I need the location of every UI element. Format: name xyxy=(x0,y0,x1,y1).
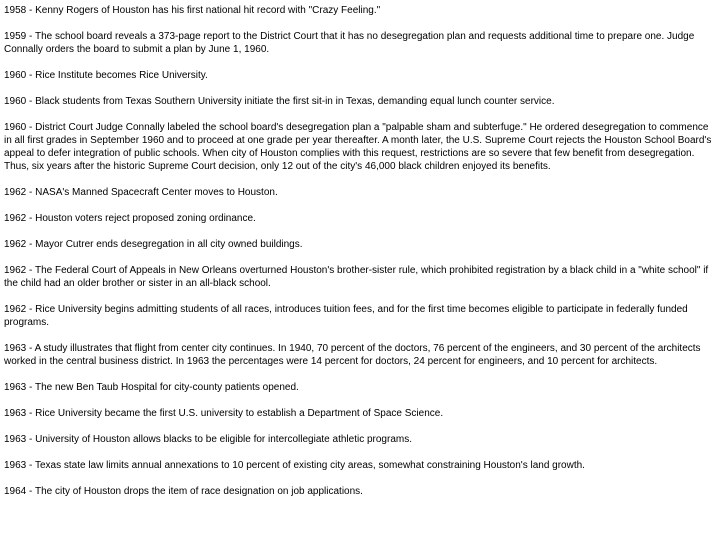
timeline-entry: 1960 - District Court Judge Connally labeled the school board's desegregation plan a "palpable sham and subterfuge." He ordered desegregation to commence in all first grades in September 1960 and to proceed at one grade per year thereafter. A month later, the U.S. Supreme Court rejects the Houston School Board's appeal to defer integration of public schools. When city of Houston complies with this request, restrictions are so severe that few benefit from desegregation. Thus, six years after the historic Supreme Court decision, only 12 out of the city's 46,000 black children enjoyed its benefits. xyxy=(4,122,712,172)
entry-text: Black students from Texas Southern University initiate the first sit-in in Texas, demanding equal lunch counter service. xyxy=(35,96,555,107)
entry-year: 1962 xyxy=(4,304,27,315)
entry-year: 1963 xyxy=(4,434,27,445)
timeline-entry: 1963 - Texas state law limits annual annexations to 10 percent of existing city areas, somewhat constraining Houston's land growth. xyxy=(4,460,585,471)
entry-year: 1958 xyxy=(4,5,27,16)
timeline-entry: 1958 - Kenny Rogers of Houston has his first national hit record with "Crazy Feeling." xyxy=(4,5,381,16)
timeline-entry: 1962 - Rice University begins admitting students of all races, introduces tuition fees, and for the first time becomes eligible to participate in federally funded programs. xyxy=(4,304,688,328)
entry-text: Texas state law limits annual annexations to 10 percent of existing city areas, somewhat constraining Houston's land growth. xyxy=(34,460,585,471)
timeline-entry: 1963 - A study illustrates that flight from center city continues. In 1940, 70 percent of the doctors, 76 percent of the engineers, and 30 percent of the architects worked in the central business district. In 1963 the percentages were 14 percent for doctors, 24 percent for engineers, and 10 percent for architects. xyxy=(4,343,701,367)
entry-text: University of Houston allows blacks to be eligible for intercollegiate athletic programs. xyxy=(35,434,412,445)
entry-year: 1963 xyxy=(4,460,27,471)
timeline-entry: 1962 - NASA's Manned Spacecraft Center moves to Houston. xyxy=(4,187,278,198)
entry-year: 1960 xyxy=(4,122,27,133)
entry-year: 1963 xyxy=(4,408,27,419)
entry-year: 1963 xyxy=(4,343,27,354)
timeline xyxy=(4,4,716,511)
timeline-entry: 1962 - Mayor Cutrer ends desegregation in all city owned buildings. xyxy=(4,239,303,250)
entry-text: Rice Institute becomes Rice University. xyxy=(35,70,208,81)
entry-text: The city of Houston drops the item of race designation on job applications. xyxy=(34,486,363,497)
timeline-entry: 1962 - Houston voters reject proposed zoning ordinance. xyxy=(4,213,256,224)
entry-year: 1959 xyxy=(4,31,27,42)
timeline-entry: 1963 - University of Houston allows blacks to be eligible for intercollegiate athletic programs. xyxy=(4,434,412,445)
entry-text: Kenny Rogers of Houston has his first national hit record with "Crazy Feeling." xyxy=(35,5,381,16)
entry-text: Rice University became the first U.S. university to establish a Department of Space Science. xyxy=(35,408,444,419)
timeline-entry: 1962 - The Federal Court of Appeals in New Orleans overturned Houston's brother-sister rule, which prohibited registration by a black child in a "white school" if the child had an older brother or sister in an all-black school. xyxy=(4,265,709,289)
entry-text: The school board reveals a 373-page report to the District Court that it has no desegregation plan and requests additional time to prepare one. Judge Connally orders the board to submit a plan by June 1, 1960. xyxy=(4,31,695,55)
entry-year: 1962 xyxy=(4,213,27,224)
entry-year: 1962 xyxy=(4,187,27,198)
entry-year: 1963 xyxy=(4,382,27,393)
timeline-entry: 1964 - The city of Houston drops the item of race designation on job applications. xyxy=(4,486,363,497)
entry-text: Mayor Cutrer ends desegregation in all city owned buildings. xyxy=(35,239,303,250)
entry-text: The new Ben Taub Hospital for city-county patients opened. xyxy=(34,382,299,393)
timeline-entry: 1959 - The school board reveals a 373-page report to the District Court that it has no desegregation plan and requests additional time to prepare one. Judge Connally orders the board to submit a plan by June 1, 1960. xyxy=(4,31,695,55)
timeline-entry: 1960 - Rice Institute becomes Rice University. xyxy=(4,70,208,81)
entry-year: 1962 xyxy=(4,239,27,250)
entry-text: A study illustrates that flight from center city continues. In 1940, 70 percent of the doctors, 76 percent of the engineers, and 30 percent of the architects worked in the central business district. In 1963 the percentages were 14 percent for doctors, 24 percent for engineers, and 10 percent for architects. xyxy=(4,343,701,367)
entry-text: The Federal Court of Appeals in New Orleans overturned Houston's brother-sister rule, which prohibited registration by a black child in a "white school" if the child had an older brother or sister in an all-black school. xyxy=(4,265,709,289)
entry-year: 1962 xyxy=(4,265,27,276)
entry-text: Houston voters reject proposed zoning ordinance. xyxy=(35,213,256,224)
entry-year: 1960 xyxy=(4,96,27,107)
entry-text: NASA's Manned Spacecraft Center moves to Houston. xyxy=(35,187,278,198)
timeline-entry: 1960 - Black students from Texas Southern University initiate the first sit-in in Texas, demanding equal lunch counter service. xyxy=(4,96,555,107)
entry-text: Rice University begins admitting students of all races, introduces tuition fees, and for the first time becomes eligible to participate in federally funded programs. xyxy=(4,304,688,328)
entry-year: 1964 xyxy=(4,486,27,497)
timeline-entry: 1963 - Rice University became the first U.S. university to establish a Department of Space Science. xyxy=(4,408,444,419)
entry-text: District Court Judge Connally labeled the school board's desegregation plan a "palpable sham and subterfuge." He ordered desegregation to commence in all first grades in September 1960 and to proceed at one grade per year thereafter. A month later, the U.S. Supreme Court rejects the Houston School Board's appeal to defer integration of public schools. When city of Houston complies with this request, restrictions are so severe that few benefit from desegregation. Thus, six years after the historic Supreme Court decision, only 12 out of the city's 46,000 black children enjoyed its benefits. xyxy=(4,122,712,172)
entry-year: 1960 xyxy=(4,70,27,81)
timeline-entry: 1963 - The new Ben Taub Hospital for city-county patients opened. xyxy=(4,382,299,393)
